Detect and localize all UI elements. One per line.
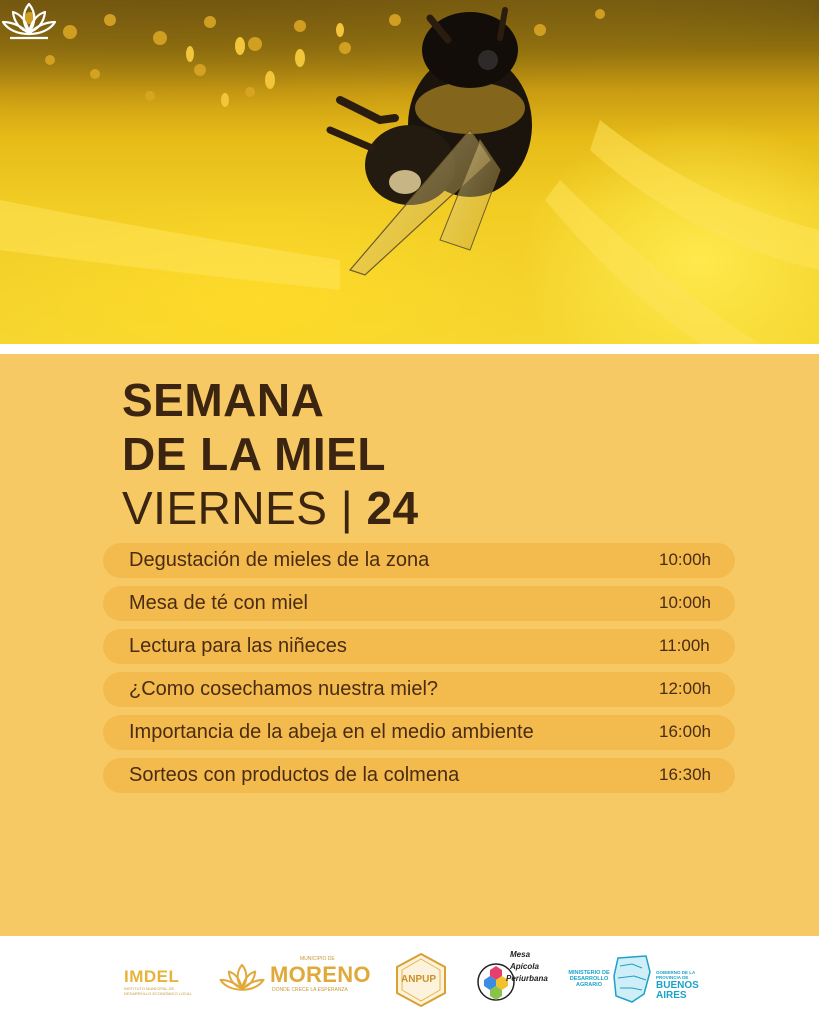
- title-line-1: SEMANA: [122, 374, 325, 426]
- mesa-apicola-logo: [476, 950, 550, 1012]
- bee-on-sunflower-illustration: [0, 0, 819, 344]
- activity-name: Importancia de la abeja en el medio ambiente: [129, 721, 534, 743]
- activity-name: ¿Como cosechamos nuestra miel?: [129, 678, 439, 700]
- activity-name: Degustación de mieles de la zona: [129, 549, 430, 571]
- mesa-line-1: Mesa: [510, 950, 531, 959]
- activity-time: 16:30h: [659, 765, 711, 784]
- ministerio-gob: GOBIERNO DE LA PROVINCIA DE: [656, 970, 696, 980]
- schedule-row: [103, 543, 735, 578]
- schedule-row: [103, 586, 735, 621]
- activity-name: Sorteos con productos de la colmena: [129, 764, 460, 786]
- activity-time: 11:00h: [659, 636, 710, 655]
- anpup-name: ANPUP: [401, 974, 437, 985]
- imdel-subtitle: INSTITUTO MUNICIPAL DE DESARROLLO ECONÓMICO LOCAL: [124, 986, 192, 996]
- schedule-list: [103, 543, 735, 801]
- divider: [0, 344, 819, 354]
- activity-name: Lectura para las niñeces: [129, 635, 347, 657]
- anpup-logo: [393, 952, 449, 1008]
- schedule-row: [103, 629, 735, 664]
- event-title: [122, 373, 419, 535]
- lotus-icon: [0, 0, 58, 42]
- schedule-row: [103, 715, 735, 750]
- lotus-icon: [218, 960, 266, 998]
- province-map-icon: [612, 954, 652, 1004]
- moreno-tagline: DONDE CRECE LA ESPERANZA: [272, 987, 348, 993]
- sponsor-footer: [0, 936, 819, 1024]
- imdel-logo: [124, 968, 194, 996]
- day-number: 24: [366, 482, 419, 534]
- event-date: [122, 481, 419, 535]
- schedule-row: [103, 672, 735, 707]
- activity-time: 10:00h: [659, 593, 711, 612]
- activity-time: 10:00h: [659, 550, 711, 569]
- ministerio-logo: [566, 950, 706, 1010]
- hero-image: [0, 0, 819, 344]
- moreno-logo: [218, 956, 371, 1000]
- moreno-name: MORENO: [270, 962, 371, 987]
- ministerio-province: BUENOS AIRES: [656, 980, 699, 1001]
- title-line-2: DE LA MIEL: [122, 428, 386, 480]
- activity-name: Mesa de té con miel: [129, 592, 308, 614]
- day-name: VIERNES |: [122, 482, 367, 534]
- schedule-row: [103, 758, 735, 793]
- mesa-line-2: Apícola: [510, 962, 539, 971]
- ministerio-label: MINISTERIO DE DESARROLLO AGRARIO: [568, 970, 610, 988]
- imdel-name: IMDEL: [124, 967, 180, 986]
- mesa-line-3: Periurbana: [506, 974, 548, 983]
- activity-time: 12:00h: [659, 679, 711, 698]
- moreno-label: MUNICIPIO DE: [300, 956, 335, 962]
- activity-time: 16:00h: [659, 722, 711, 741]
